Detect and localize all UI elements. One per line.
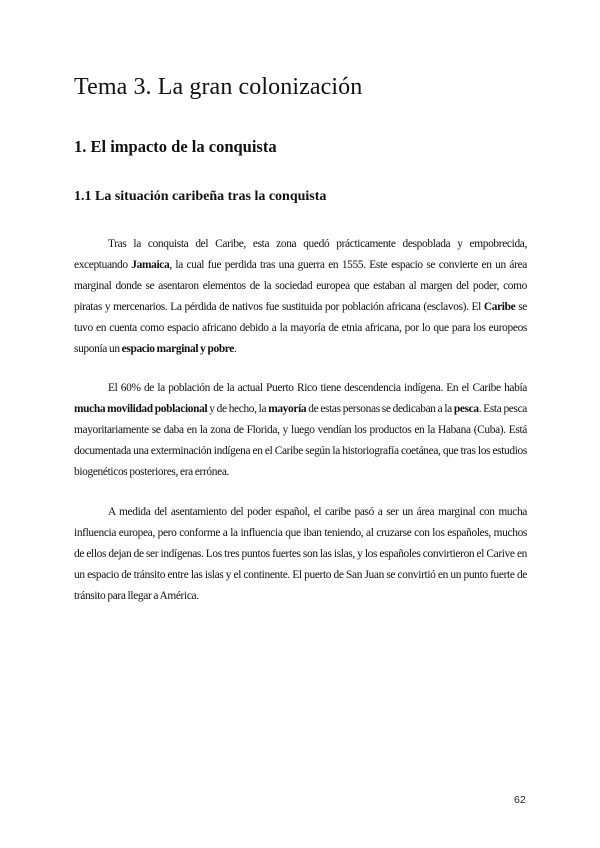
paragraph-3-text: A medida del asentamiento del poder español, el caribe pasó a ser un área marginal con mucha influencia europea, pero conforme a la influencia que iban teniendo, al cruzarse con los españoles, muchos de ellos dejan de ser indígenas. Los tres puntos fuertes son las islas, y los españoles convirtieron el Carive en un espacio de tránsito entre las islas y el continente. El puerto de San Juan se convirtió en un punto fuerte de tránsito para llegar a América. (74, 506, 527, 602)
paragraph-2-text-1: El 60% de la población de la actual Puerto Rico tiene descendencia indígena. En el Caribe había (108, 382, 527, 394)
paragraph-2-bold-1: mucha movilidad poblacional (74, 403, 208, 415)
paragraph-2-bold-2: mayoría (268, 403, 307, 415)
paragraph-2-text-3: de estas personas se dedicaban a la (306, 403, 454, 415)
page-number: 62 (514, 794, 526, 806)
page-title: Tema 3. La gran colonización (74, 74, 363, 100)
paragraph-1-bold-3: espacio marginal y pobre (121, 343, 235, 355)
paragraph-1-bold-1: Jamaica (131, 259, 170, 271)
paragraph-1 (74, 234, 527, 360)
paragraph-1-text-4: . (234, 343, 237, 355)
paragraph-1-text-1: Tras la conquista del Caribe, esta zona quedó prácticamente despoblada y empobrecida, exceptuando (74, 238, 527, 271)
paragraph-2-bold-3: pesca (453, 403, 479, 415)
paragraph-2-text-4: . Esta pesca mayoritariamente se daba en la zona de Florida, y luego vendían los productos en la Habana (Cuba). Está documentada una exterminación indígena en el Caribe según la historiografía coetánea, que tras los estudios biogenéticos posteriores, era errónea. (74, 403, 527, 478)
paragraph-1-text-3: se tuvo en cuenta como espacio africano debido a la mayoría de etnia africana, por lo que para los europeos suponía un (74, 301, 527, 355)
paragraph-2-text-2: y de hecho, la (207, 403, 269, 415)
section-heading: 1. El impacto de la conquista (74, 137, 277, 156)
subsection-heading: 1.1 La situación caribeña tras la conquista (74, 189, 327, 204)
paragraph-3 (74, 502, 527, 607)
paragraph-2 (74, 378, 527, 483)
paragraph-1-text-2: , la cual fue perdida tras una guerra en 1555. Este espacio se convierte en un área marginal donde se asentaron elementos de la sociedad europea que estaban al margen del poder, como piratas y mercenarios. La pérdida de nativos fue sustituida por población africana (esclavos). El (74, 259, 527, 313)
paragraph-1-bold-2: Caribe (483, 301, 516, 313)
